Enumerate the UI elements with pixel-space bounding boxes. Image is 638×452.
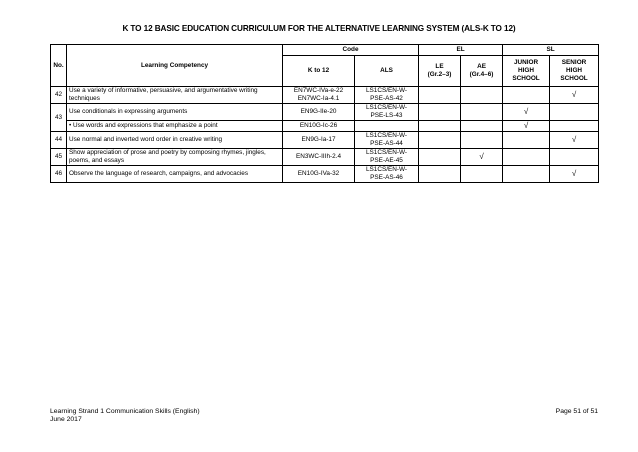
row-k12-code: EN9G-IIe-20 — [283, 104, 355, 121]
footer-page-number: Page 51 of 51 — [555, 408, 598, 415]
row-als-code — [355, 121, 419, 132]
row-competency: • Use words and expressions that emphasize a point — [67, 121, 283, 132]
row-le-check — [419, 149, 461, 166]
document-title: K TO 12 BASIC EDUCATION CURRICULUM FOR THE ALTERNATIVE LEARNING SYSTEM (ALS-K TO 12) — [122, 24, 516, 33]
header-ae: AE (Gr.4–6) — [461, 56, 503, 87]
row-als-code: LS1CS/EN-W- PSE-AE-45 — [355, 149, 419, 166]
row-shs-check: √ — [550, 132, 599, 149]
row-le-check — [419, 132, 461, 149]
header-sl: SL — [503, 45, 599, 56]
header-competency: Learning Competency — [67, 45, 283, 87]
row-number: 46 — [51, 166, 67, 183]
header-code: Code — [283, 45, 419, 56]
row-competency: Use normal and inverted word order in creative writing — [67, 132, 283, 149]
table-row — [51, 149, 599, 166]
row-jhs-check: √ — [503, 104, 550, 121]
row-le-check — [419, 166, 461, 183]
row-le-check — [419, 87, 461, 104]
row-k12-code: EN9G-Ia-17 — [283, 132, 355, 149]
row-number: 45 — [51, 149, 67, 166]
row-jhs-check — [503, 166, 550, 183]
row-ae-check — [461, 121, 503, 132]
header-als: ALS — [355, 56, 419, 87]
row-competency: Use a variety of informative, persuasive, and argumentative writing techniques — [67, 87, 283, 104]
curriculum-table — [50, 44, 599, 183]
row-shs-check — [550, 121, 599, 132]
row-als-code: LS1CS/EN-W- PSE-AS-42 — [355, 87, 419, 104]
table-row — [51, 166, 599, 183]
row-ae-check — [461, 87, 503, 104]
row-ae-check: √ — [461, 149, 503, 166]
header-k12: K to 12 — [283, 56, 355, 87]
table-row — [51, 121, 599, 132]
header-no: No. — [51, 45, 67, 87]
row-jhs-check — [503, 149, 550, 166]
row-le-check — [419, 104, 461, 121]
row-ae-check — [461, 132, 503, 149]
row-jhs-check — [503, 132, 550, 149]
row-k12-code: EN7WC-IVa-e-22 EN7WC-Ia-4.1 — [283, 87, 355, 104]
row-shs-check — [550, 149, 599, 166]
row-competency: Use conditionals in expressing arguments — [67, 104, 283, 121]
table-row — [51, 104, 599, 121]
row-k12-code: EN3WC-IIIh-2.4 — [283, 149, 355, 166]
row-als-code: LS1CS/EN-W- PSE-AS-44 — [355, 132, 419, 149]
row-shs-check: √ — [550, 87, 599, 104]
header-le: LE (Gr.2–3) — [419, 56, 461, 87]
row-jhs-check — [503, 87, 550, 104]
row-als-code: LS1CS/EN-W- PSE-LS-43 — [355, 104, 419, 121]
row-k12-code: EN10G-Ic-26 — [283, 121, 355, 132]
row-number: 44 — [51, 132, 67, 149]
table-row — [51, 87, 599, 104]
row-ae-check — [461, 166, 503, 183]
row-competency: Observe the language of research, campaigns, and advocacies — [67, 166, 283, 183]
header-el: EL — [419, 45, 503, 56]
row-number: 43 — [51, 104, 67, 132]
header-shs: SENIOR HIGH SCHOOL — [550, 56, 599, 87]
row-jhs-check: √ — [503, 121, 550, 132]
footer-date: June 2017 — [50, 416, 82, 424]
row-shs-check — [550, 104, 599, 121]
footer-strand: Learning Strand 1 Communication Skills (English) — [50, 408, 200, 415]
header-jhs: JUNIOR HIGH SCHOOL — [503, 56, 550, 87]
footer-left — [50, 408, 200, 424]
table-row — [51, 132, 599, 149]
row-shs-check: √ — [550, 166, 599, 183]
row-als-code: LS1CS/EN-W- PSE-AS-46 — [355, 166, 419, 183]
row-le-check — [419, 121, 461, 132]
row-competency: Show appreciation of prose and poetry by composing rhymes, jingles, poems, and essays — [67, 149, 283, 166]
row-ae-check — [461, 104, 503, 121]
row-k12-code: EN10G-IVa-32 — [283, 166, 355, 183]
row-number: 42 — [51, 87, 67, 104]
